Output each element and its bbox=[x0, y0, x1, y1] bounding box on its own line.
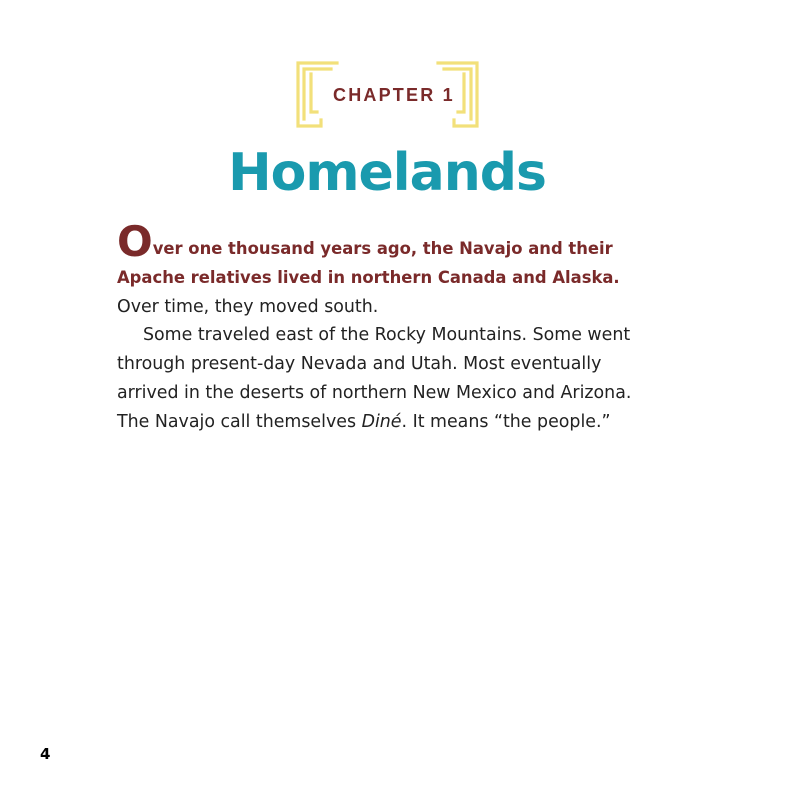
lead-bold-text: ver one thousand years ago, the Navajo and their Apache relatives lived in northern Canada and Alaska. bbox=[117, 239, 620, 287]
para2-text-after: . It means “the people.” bbox=[401, 411, 611, 432]
right-bracket-ornament-icon bbox=[436, 60, 480, 130]
chapter-header bbox=[0, 60, 800, 132]
page-number: 4 bbox=[40, 745, 51, 763]
drop-cap: O bbox=[117, 217, 153, 266]
para2-text-before: Some traveled east of the Rocky Mountains. Some went through present-day Nevada and Utah. Most eventually arrived in the deserts of northern New Mexico and Arizona. The Navajo call themselves bbox=[117, 325, 632, 432]
para2-italic-word: Diné bbox=[361, 411, 402, 432]
lead-rest-text: Over time, they moved south. bbox=[117, 296, 379, 317]
chapter-label: CHAPTER 1 bbox=[333, 85, 455, 105]
page-title: Homelands bbox=[228, 143, 546, 203]
second-paragraph bbox=[117, 321, 657, 436]
lead-paragraph bbox=[117, 217, 657, 321]
body-text bbox=[117, 217, 657, 437]
